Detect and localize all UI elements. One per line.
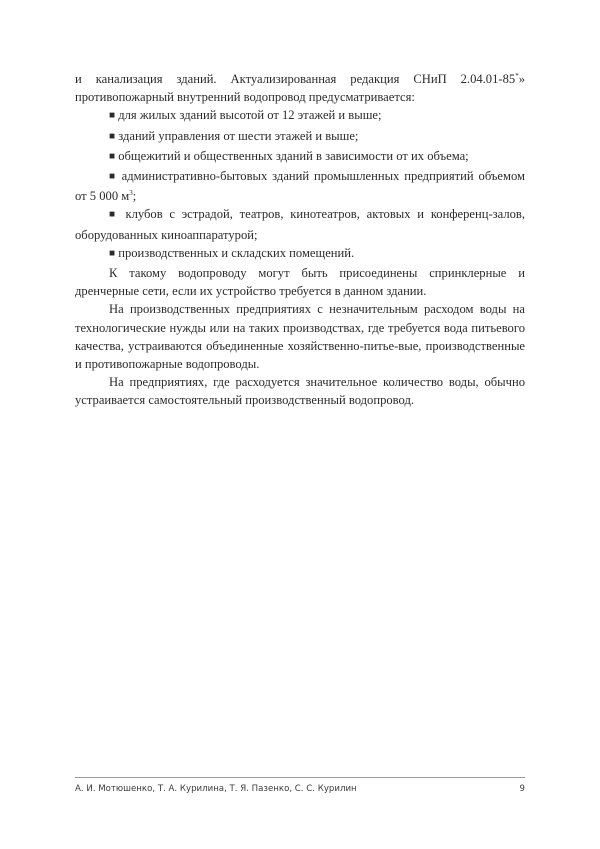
paragraph-intro-superscript: * [515,71,519,80]
paragraph-intro-tail: » противопожарный внутренний водопровод предусматривается: [75,72,525,105]
page-number: 9 [519,784,525,794]
list-item-text: административно-бытовых зданий промышленных предприятий объемом от 5 000 м [75,169,526,204]
paragraph-intro [75,70,525,106]
list-item-tail: ; [132,189,137,204]
list-item-text: общежитий и общественных зданий в зависимости от их объема; [118,148,469,163]
bullet-square-icon: ■ [109,110,116,122]
list-item-text: для жилых зданий высотой от 12 этажей и выше; [118,108,382,123]
paragraph-enterprise: На предприятиях, где расходуется значительное количество воды, обычно устраивается самостоятельный производственный водопровод. [75,375,525,408]
paragraph-sprinkler: К такому водопроводу могут быть присоединены спринклерные и дренчерные сети, если их устройство требуется в данном здании. [75,266,525,299]
list-item-text: зданий управления от шести этажей и выше; [118,128,359,143]
footer-divider [75,777,525,778]
page-footer [75,784,525,794]
list-item-text: производственных и складских помещений. [118,245,355,260]
paragraph-intro-text: и канализация зданий. Актуализированная редакция СНиП 2.04.01-85 [75,72,516,86]
bullet-square-icon: ■ [109,150,116,162]
list-item [75,106,525,126]
paragraph-industrial: На производственных предприятиях с незначительным расходом воды на технологические нужды или на таких производствах, где требуется вода питьевого качества, устраиваются объединенные хозяйственно-питье-вые, производственные и противопожарные водопроводы. [75,302,525,372]
cubic-superscript: 3 [129,189,133,198]
list-item [75,147,525,167]
list-item [75,205,525,243]
footer-authors: А. И. Мотюшенко, Т. А. Курилина, Т. Я. Пазенко, С. С. Курилин [75,784,357,794]
list-item-text: клубов с эстрадой, театров, кинотеатров, актовых и конференц-залов, оборудованных киноаппаратурой; [75,207,525,242]
bullet-square-icon: ■ [109,130,116,142]
list-item [75,244,525,264]
bullet-square-icon: ■ [109,171,117,183]
bullet-square-icon: ■ [109,247,116,259]
list-item [75,127,525,147]
page-body [75,70,525,410]
bullet-square-icon: ■ [109,209,119,221]
list-item [75,167,525,205]
